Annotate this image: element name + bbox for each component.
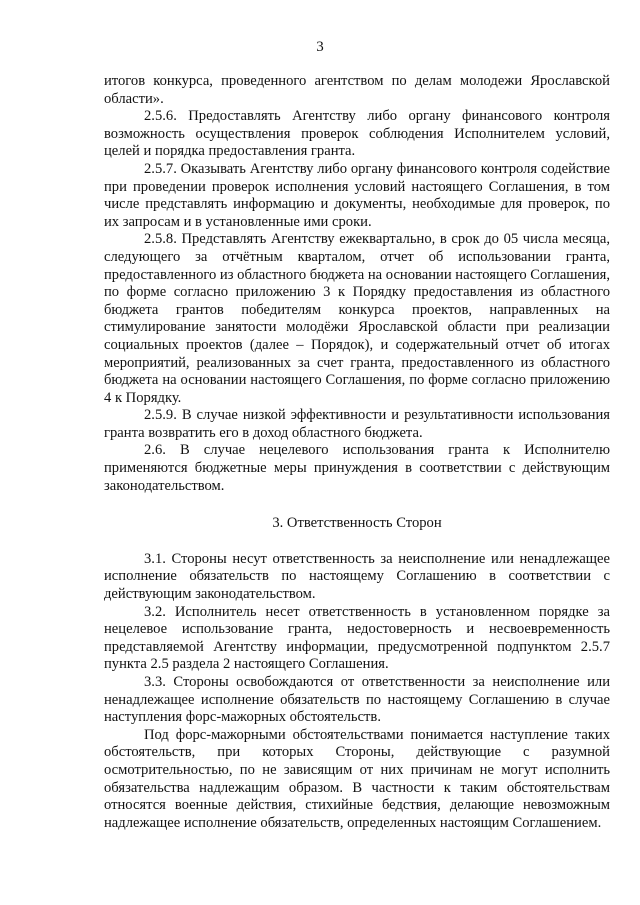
paragraph-3-3: 3.3. Стороны освобождаются от ответственности за неисполнение или ненадлежащее исполнение обязательств по настоящему Соглашению в случае наступления форс-мажорных обстоятельств. xyxy=(104,674,610,726)
paragraph-force-majeure: Под форс-мажорными обстоятельствами понимается наступление таких обстоятельств, при которых Стороны, действующие с разумной осмотрительностью, по не зависящим от них причинам не могут исполнить обязательства надлежащим образом. В частности к таким обстоятельствам относятся военные действия, стихийные бедствия, делающие невозможным надлежащее исполнение обязательств, определенных настоящим Соглашением. xyxy=(104,726,610,831)
paragraph-2-5-6: 2.5.6. Предоставлять Агентству либо органу финансового контроля возможность осуществления проверок соблюдения Исполнителем условий, целей и порядка предоставления гранта. xyxy=(104,108,610,160)
paragraph-2-5-7: 2.5.7. Оказывать Агентству либо органу финансового контроля содействие при проведении проверок исполнения условий настоящего Соглашения, в том числе представлять информацию и документы, необходимые для проверок, по их запросам и в установленные ими сроки. xyxy=(104,160,610,230)
page-number: 3 xyxy=(316,39,324,55)
section-heading: 3. Ответственность Сторон xyxy=(272,515,442,532)
paragraph-2-5-9: 2.5.9. В случае низкой эффективности и результативности использования гранта возвратить его в доход областного бюджета. xyxy=(104,407,610,441)
paragraph-3-1: 3.1. Стороны несут ответственность за неисполнение или ненадлежащее исполнение обязательств по настоящему Соглашению в соответствии с действующим законодательством. xyxy=(104,550,610,603)
paragraph-2-6: 2.6. В случае нецелевого использования гранта к Исполнителю применяются бюджетные меры принуждения в соответствии с действующим законодательством. xyxy=(104,442,610,494)
document-body xyxy=(104,73,610,832)
paragraph-2-5-8: 2.5.8. Представлять Агентству ежеквартально, в срок до 05 числа месяца, следующего за отчётным кварталом, отчет об использовании гранта, предоставленного из областного бюджета на основании настоящего Соглашения, по форме согласно приложению 3 к Порядку предоставления из областного бюджета грантов победителям конкурса проектов, направленных на стимулирование занятости молодёжи Ярославской области при реализации социальных проектов (далее – Порядок), и содержательный отчет об итогах мероприятий, реализованных за счет гранта, предоставленного из областного бюджета на основании настоящего Соглашения, по форме согласно приложению 4 к Порядку. xyxy=(104,231,610,406)
paragraph-continuation: итогов конкурса, проведенного агентством по делам молодежи Ярославской области». xyxy=(104,73,610,107)
paragraph-3-2: 3.2. Исполнитель несет ответственность в установленном порядке за нецелевое использование гранта, недостоверность и несвоевременность представляемой Агентству информации, предусмотренной подпунктом 2.5.7 пункта 2.5 раздела 2 настоящего Соглашения. xyxy=(104,603,610,673)
